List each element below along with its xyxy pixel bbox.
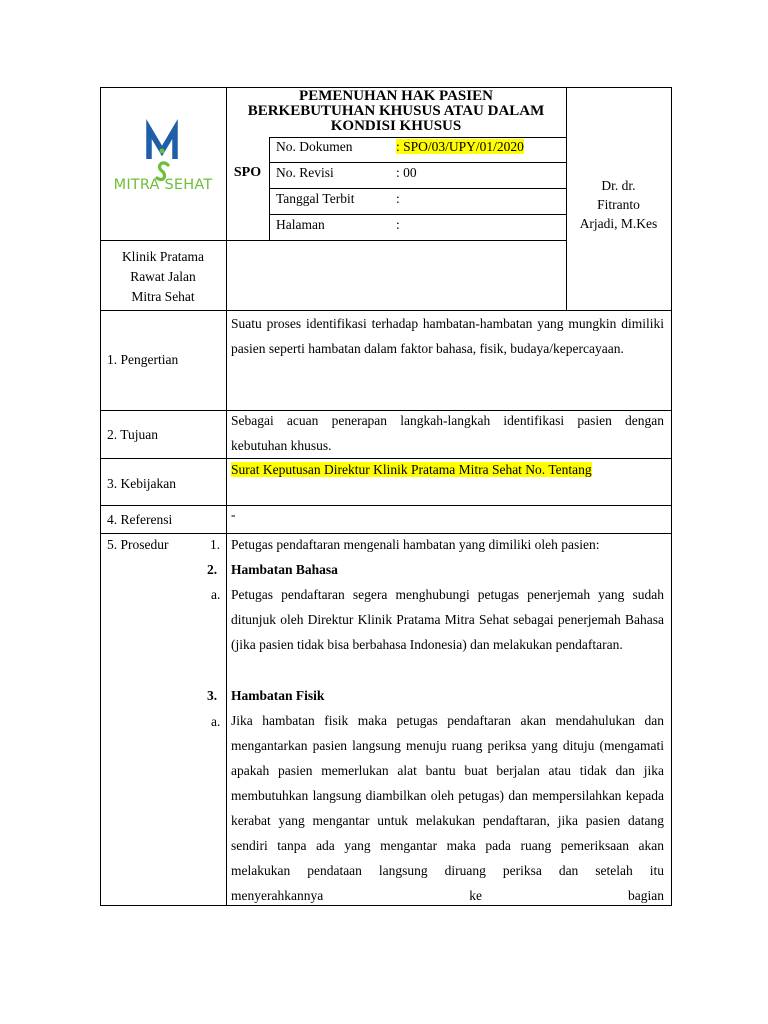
doc-field-label: Tanggal Terbit [276,191,355,206]
clinic-line: Klinik Pratama [121,249,205,264]
border-right [671,87,672,906]
section-label-pengertian: 1. Pengertian [107,352,179,367]
signer [566,176,671,233]
mitra-sehat-logo-icon [100,107,226,187]
section-label-tujuan: 2. Tujuan [107,427,159,442]
procedure-step: Petugas pendaftaran segera menghubungi petugas penerjemah yang sudah ditunjuk oleh Direktur Klinik Pratama Mitra Sehat sebagai penerjemah Bahasa (jika pasien tidak bisa berbahasa Indonesia) dan melakukan pendaftaran. [231,587,664,652]
doc-field-label: No. Dokumen [276,139,353,154]
document-title [226,89,566,134]
section-label-prosedur: 5. Prosedur [107,537,169,552]
section-label-kebijakan: 3. Kebijakan [107,476,176,491]
procedure-number: a. [211,714,221,729]
procedure-heading: Hambatan Bahasa [231,562,338,577]
title-line: KONDISI KHUSUS [330,118,462,134]
section-text-tujuan: Sebagai acuan penerapan langkah-langkah identifikasi pasien dengan kebutuhan khusus. [231,413,664,453]
procedure-number: 2. [207,562,218,577]
procedure-step: Petugas pendaftaran mengenali hambatan yang dimiliki oleh pasien: [231,537,600,552]
row-line [100,505,672,506]
logo [100,107,226,217]
spo-document [100,87,672,906]
doc-field-value: : [396,191,400,206]
procedure-number: 3. [207,688,218,703]
title-line: PEMENUHAN HAK PASIEN [299,88,493,104]
section-text-pengertian: Suatu proses identifikasi terhadap hambatan-hambatan yang mungkin dimiliki pasien seperti hambatan dalam faktor bahasa, fisik, budaya/kepercayaan. [231,316,664,356]
doc-field-value [396,139,524,155]
title-line: BERKEBUTUHAN KHUSUS ATAU DALAM [247,103,545,119]
doc-field-label: Halaman [276,217,325,232]
border-bottom [100,905,672,906]
doc-field-value: : 00 [396,165,417,180]
doc-row-line [269,137,566,138]
doc-row-line [269,214,566,215]
signer-line: Fitranto [597,197,640,212]
clinic-line: Rawat Jalan [130,269,196,284]
clinic-line: Mitra Sehat [131,289,195,304]
section-text-referensi: - [231,507,236,522]
row-line [100,533,672,534]
signer-line: Dr. dr. [601,178,636,193]
doc-number-value: : SPO/03/UPY/01/2020 [396,139,524,154]
procedure-step: Jika hambatan fisik maka petugas pendaftaran akan mendahulukan dan mengantarkan pasien langsung menuju ruang periksa yang dituju (mengamati apakah pasien memerlukan alat bantu buat berjalan atau tidak dan jika membutuhkan langsung diambilkan oleh petugas) dan mempersilahkan kepada kerabat yang mengantar untuk melakukan pendaftaran, jika pasien datang sendiri tanpa ada yang mengantar maka pada ruang pemeriksaan akan melakukan pendataan langsung diruang periksa dan setelah itu menyerahkannya ke bagian [231,713,664,903]
doc-row-line [269,162,566,163]
spo-label: SPO [233,165,262,180]
procedure-number: a. [211,587,221,602]
section-label-referensi: 4. Referensi [107,512,173,527]
header-line [100,240,566,241]
doc-field-value: : [396,217,400,232]
kebijakan-highlight: Surat Keputusan Direktur Klinik Pratama Mitra Sehat No. Tentang [231,462,592,477]
doc-row-line [269,188,566,189]
logo-text: MITRA SEHAT [113,177,213,193]
section-text-kebijakan [231,462,664,478]
row-line [100,458,672,459]
clinic-name [100,247,226,307]
procedure-heading: Hambatan Fisik [231,688,325,703]
signer-line: Arjadi, M.Kes [579,216,658,231]
column-divider [226,87,227,906]
procedure-number: 1. [210,537,221,552]
doc-field-label: No. Revisi [276,165,334,180]
